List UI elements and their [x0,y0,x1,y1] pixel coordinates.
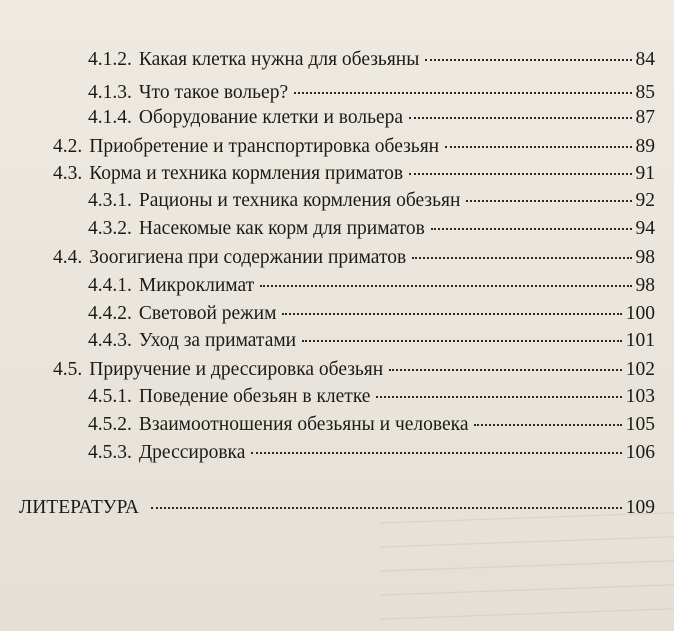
toc-entry-title: Микроклимат [138,275,255,296]
toc-entry-number: 4.5.2. [88,414,132,435]
toc-entry-number: 4.5.1. [88,386,132,407]
toc-entry-title: Поведение обезьян в клетке [138,386,371,407]
toc-entry-title: Рационы и техника кормления обезьян [138,190,461,211]
toc-entry-page: 85 [635,82,655,103]
toc-entry [53,162,655,186]
dot-leader [431,228,632,230]
toc-entry-title: Какая клетка нужна для обезьяны [138,49,420,70]
dot-leader [409,173,631,175]
toc-entry-number: 4.4. [53,247,83,268]
toc-entry [88,274,655,298]
dot-leader [282,313,621,315]
dot-leader [389,369,622,371]
toc-entry-page: 100 [625,303,655,324]
toc-entry-title: Приручение и дрессировка обезьян [89,359,384,380]
toc-entry-page: 98 [635,247,655,268]
dot-leader [412,257,631,259]
toc-entry [88,189,655,213]
toc-entry-title: Оборудование клетки и вольера [138,107,404,128]
toc-entry-page: 92 [635,190,655,211]
toc-entry [53,135,655,159]
toc-entry-number: 4.3. [53,163,83,184]
dot-leader [409,117,631,119]
toc-entry [88,385,655,409]
toc-entry-number: 4.3.2. [88,218,132,239]
toc-entry-label [53,135,439,159]
toc-entry-page: 87 [635,107,655,128]
toc-entry-page: 94 [635,218,655,239]
toc-entry-page: 106 [625,442,655,463]
toc-entry [88,217,655,241]
dot-leader [376,396,621,398]
toc-entry-label [88,302,276,326]
toc-entry-title: Взаимоотношения обезьяны и человека [138,414,469,435]
toc-entry-label [53,162,403,186]
toc-entry-title: Дрессировка [138,442,246,463]
toc-entry [88,48,655,72]
toc-entry-page: 89 [635,136,655,157]
toc-entry-page: 102 [625,359,655,380]
toc-entry-page: 84 [635,49,655,70]
toc-entry-number: 4.1.4. [88,107,132,128]
literature-page: 109 [625,497,655,518]
dot-leader [466,200,631,202]
toc-entry [88,413,655,437]
toc-entry [88,106,655,130]
toc-entry-label [88,106,403,130]
toc-entry [88,329,655,353]
dot-leader [302,340,622,342]
dot-leader [260,285,631,287]
toc-entry-label [88,274,254,298]
toc-entry-title: Уход за приматами [138,330,297,351]
toc-entry-page: 101 [625,330,655,351]
dot-leader [151,507,622,509]
dot-leader [425,59,631,61]
dot-leader [294,92,631,94]
toc-entry-label [88,413,468,437]
dot-leader [474,424,621,426]
toc-entry-page: 98 [635,275,655,296]
toc-entry-label [53,358,383,382]
toc-entry-literature [19,496,655,520]
toc-entry-page: 91 [635,163,655,184]
toc-entry-title: Насекомые как корм для приматов [138,218,425,239]
toc-entry-label [88,385,370,409]
toc-entry-number: 4.3.1. [88,190,132,211]
toc-entry-label [88,189,460,213]
literature-title: ЛИТЕРАТУРА [19,497,139,518]
toc-entry-number: 4.4.3. [88,330,132,351]
toc-entry-label [88,81,288,105]
toc-entry-number: 4.1.2. [88,49,132,70]
toc-entry-label [53,246,406,270]
toc-entry-label [88,441,245,465]
toc-entry-title: Что такое вольер? [138,82,289,103]
toc-entry-number: 4.1.3. [88,82,132,103]
toc-entry-number: 4.2. [53,136,83,157]
toc-entry [88,302,655,326]
toc-entry [53,358,655,382]
toc-entry-page: 105 [625,414,655,435]
toc-entry-title: Зоогигиена при содержании приматов [89,247,407,268]
toc-entry-number: 4.4.2. [88,303,132,324]
toc-entry-label [88,48,419,72]
toc-entry [88,441,655,465]
toc-entry-title: Приобретение и транспортировка обезьян [89,136,440,157]
toc-entry-label [88,217,425,241]
toc-entry-label [88,329,296,353]
toc-entry-number: 4.5. [53,359,83,380]
toc-entry-title: Световой режим [138,303,277,324]
toc-entry-title: Корма и техника кормления приматов [89,163,404,184]
dot-leader [445,146,631,148]
dot-leader [251,452,621,454]
toc-entry-number: 4.4.1. [88,275,132,296]
toc-entry [88,81,655,105]
toc-entry [53,246,655,270]
toc-entry-page: 103 [625,386,655,407]
toc-entry-number: 4.5.3. [88,442,132,463]
